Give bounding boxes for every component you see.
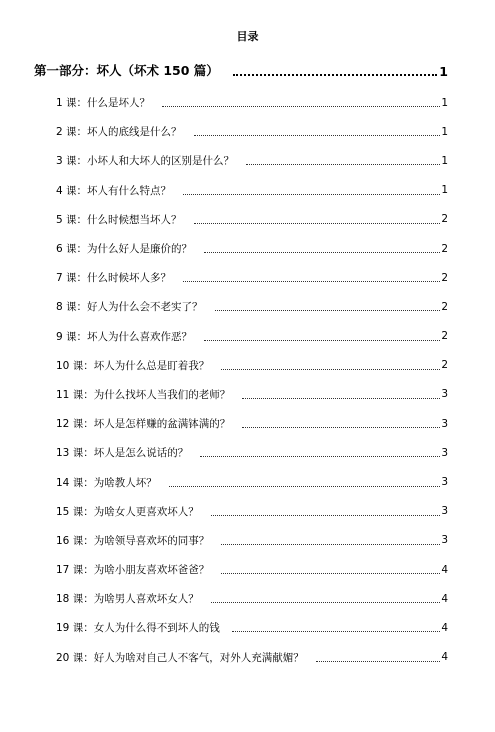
toc-entry-label: 14 课：为啥教人坏？ [56,476,157,489]
toc-entry[interactable] [56,351,448,380]
toc-title: 目录 [236,30,259,43]
dot-leader [183,194,440,195]
toc-entry[interactable] [56,88,448,117]
toc-entry[interactable] [56,584,448,613]
toc-entry-label: 18 课：为啥男人喜欢坏女人？ [56,593,199,606]
toc-entry-page-number: 3 [441,476,448,489]
toc-entry-page-number: 1 [441,96,448,109]
toc-entry-page-number: 3 [441,446,448,459]
dot-leader [204,252,440,253]
dot-leader [233,74,438,76]
toc-entry[interactable] [56,205,448,234]
toc-entry-page-number: 2 [441,359,448,372]
dot-leader [211,602,441,603]
toc-entry-page-number: 2 [441,271,448,284]
toc-entry[interactable] [56,176,448,205]
toc-entry-label: 7 课：什么时候坏人多？ [56,272,172,285]
toc-part-entry[interactable] [34,59,448,79]
toc-entry[interactable] [56,292,448,321]
dot-leader [221,544,440,545]
toc-entry-label: 19 课：女人为什么得不到坏人的钱 [56,622,220,635]
toc-entry[interactable] [56,438,448,467]
dot-leader [169,486,441,487]
toc-entry-page-number: 3 [441,505,448,518]
toc-entry-label: 3 课：小坏人和大坏人的区别是什么？ [56,155,235,168]
dot-leader [242,398,440,399]
toc-entry[interactable] [56,322,448,351]
toc-entry-page-number: 1 [441,184,448,197]
toc-entry-page-number: 3 [441,417,448,430]
toc-entry-page-number: 2 [441,330,448,343]
toc-entry[interactable] [56,117,448,146]
toc-entry-page-number: 4 [441,651,448,664]
toc-entry-page-number: 4 [441,621,448,634]
toc-entry[interactable] [56,380,448,409]
dot-leader [200,456,440,457]
toc-entry[interactable] [56,526,448,555]
toc-entry[interactable] [56,613,448,642]
dot-leader [316,661,441,662]
toc-entry-label: 11 课：为什么找坏人当我们的老师？ [56,388,231,401]
dot-leader [183,281,440,282]
toc-entry-label: 9 课：坏人为什么喜欢作恶？ [56,330,193,343]
dot-leader [162,106,440,107]
toc-entry-label: 4 课：坏人有什么特点？ [56,184,172,197]
dot-leader [211,515,441,516]
dot-leader [204,340,440,341]
part-label: 第一部分：坏人（坏术 150 篇） [34,63,219,78]
toc-entry[interactable] [56,409,448,438]
part-page-number: 1 [439,64,448,79]
toc-entry-label: 20 课：好人为啥对自己人不客气，对外人充满献媚？ [56,651,304,664]
toc-entry-label: 12 课：坏人是怎样赚的盆满钵满的？ [56,418,231,431]
toc-entry-label: 15 课：为啥女人更喜欢坏人？ [56,505,199,518]
toc-entry-page-number: 1 [441,154,448,167]
toc-entry-page-number: 4 [441,592,448,605]
toc-entry-label: 2 课：坏人的底线是什么？ [56,126,182,139]
toc-entry-page-number: 1 [441,125,448,138]
dot-leader [194,135,441,136]
toc-entry[interactable] [56,234,448,263]
toc-entry[interactable] [56,263,448,292]
toc-entry-label: 6 课：为什么好人是廉价的？ [56,243,193,256]
toc-entry-page-number: 2 [441,213,448,226]
toc-entry-label: 13 课：坏人是怎么说话的？ [56,447,189,460]
toc-entry[interactable] [56,497,448,526]
toc-entry[interactable] [56,643,448,672]
toc-entry-label: 1 课：什么是坏人？ [56,97,151,110]
toc-entry-page-number: 3 [441,388,448,401]
dot-leader [221,573,440,574]
toc-entry-label: 8 课：好人为什么会不老实了？ [56,301,203,314]
toc-entry-label: 16 课：为啥领导喜欢坏的同事？ [56,534,210,547]
dot-leader [232,631,441,632]
dot-leader [242,427,440,428]
dot-leader [215,310,441,311]
toc-entry-list [56,88,448,672]
dot-leader [246,164,440,165]
toc-entry-label: 5 课：什么时候想当坏人？ [56,213,182,226]
toc-entry-page-number: 3 [441,534,448,547]
toc-entry-label: 17 课：为啥小朋友喜欢坏爸爸？ [56,564,210,577]
toc-entry-page-number: 2 [441,242,448,255]
toc-entry[interactable] [56,467,448,496]
toc-entry-page-number: 4 [441,563,448,576]
toc-entry-label: 10 课：坏人为什么总是盯着我？ [56,359,210,372]
dot-leader [194,223,441,224]
dot-leader [221,369,440,370]
toc-entry[interactable] [56,146,448,175]
toc-entry[interactable] [56,555,448,584]
toc-entry-page-number: 2 [441,300,448,313]
